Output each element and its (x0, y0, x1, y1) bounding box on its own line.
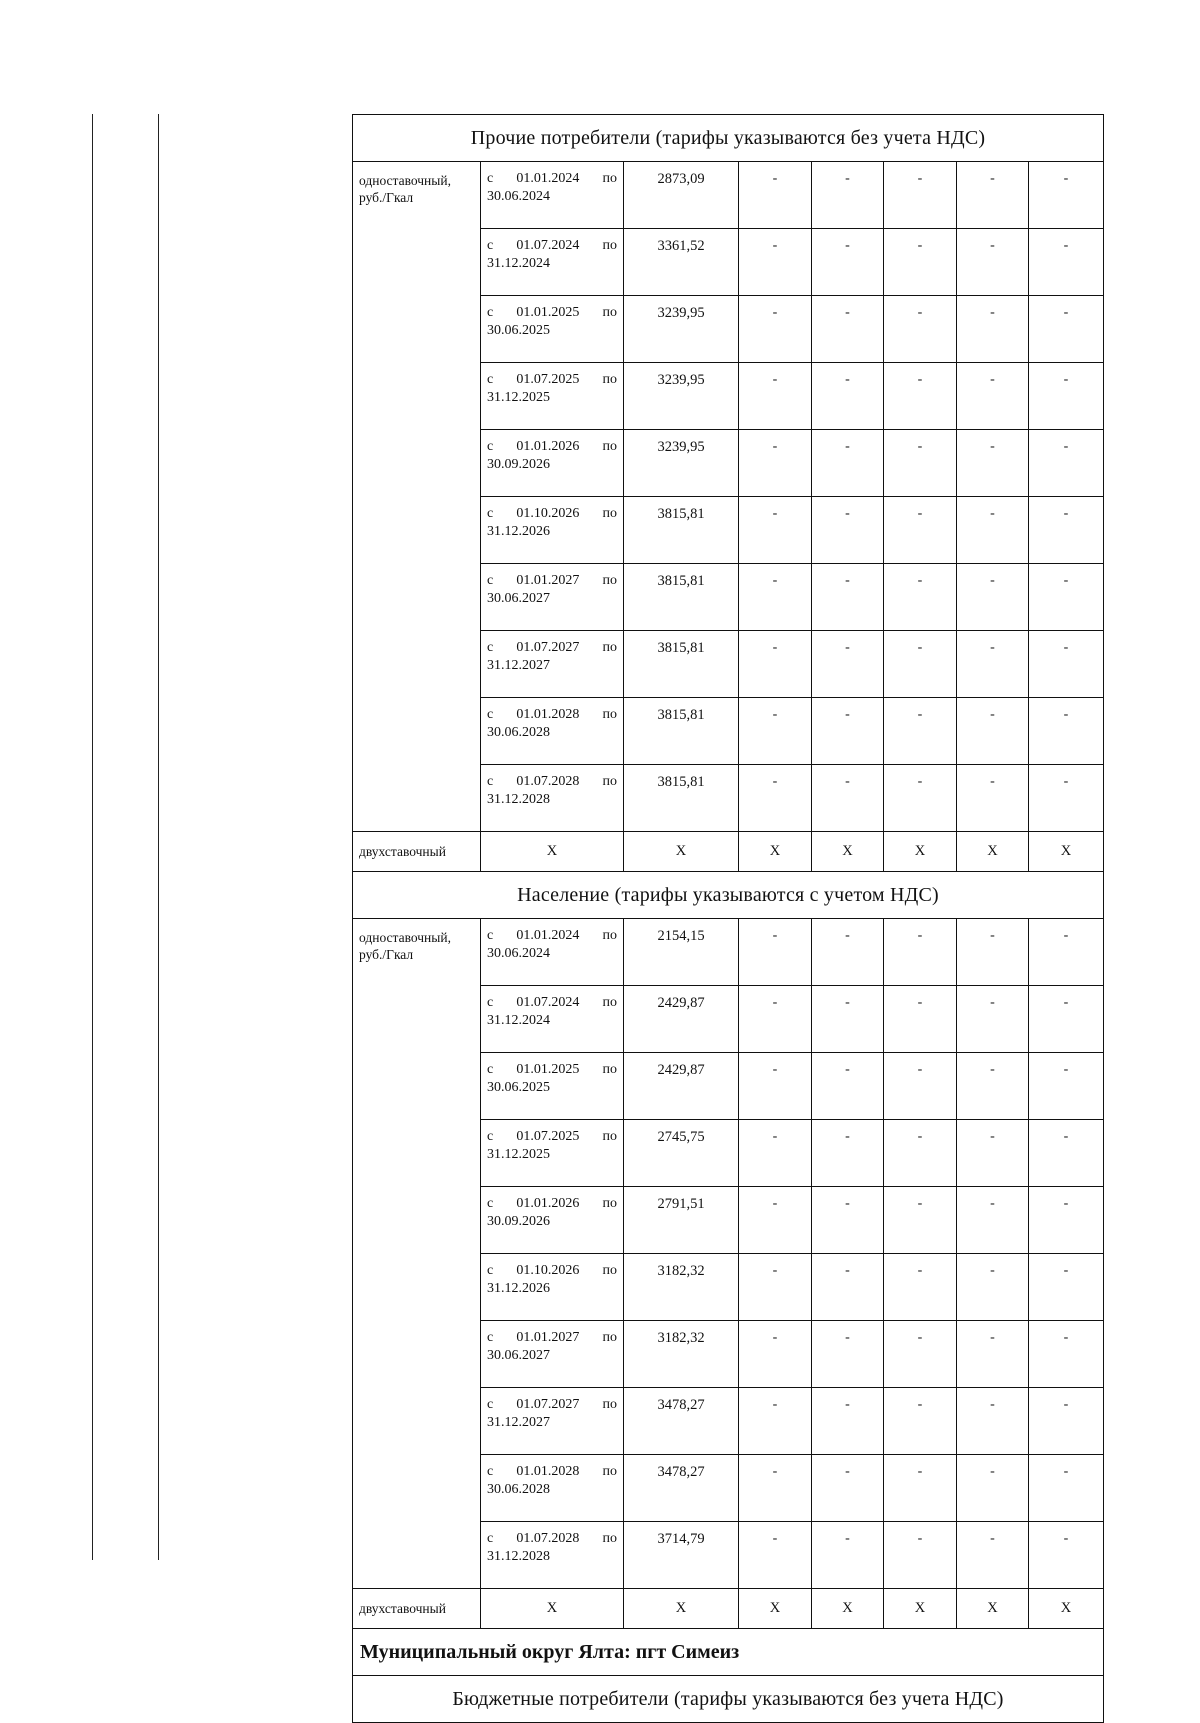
from-date: 01.01.2026 (516, 1196, 580, 1211)
period-start (487, 639, 617, 657)
empty-value: - (812, 162, 884, 229)
empty-value: - (884, 1187, 957, 1254)
tariff-value: 3239,95 (624, 363, 739, 430)
empty-value: - (1029, 497, 1104, 564)
empty-value: - (957, 497, 1029, 564)
empty-value: - (812, 363, 884, 430)
to-word: по (602, 238, 617, 253)
empty-value: - (739, 564, 812, 631)
empty-value: - (1029, 1388, 1104, 1455)
empty-value: - (739, 497, 812, 564)
empty-value: - (812, 986, 884, 1053)
period-start (487, 1530, 617, 1548)
empty-value: - (884, 765, 957, 832)
tariff-row (353, 919, 1104, 986)
from-word: с (487, 305, 494, 320)
from-date: 01.01.2027 (516, 573, 580, 588)
empty-value: - (739, 919, 812, 986)
tariff-value: 3478,27 (624, 1455, 739, 1522)
to-word: по (602, 1464, 617, 1479)
to-word: по (602, 1330, 617, 1345)
empty-value: - (1029, 765, 1104, 832)
period-cell (481, 430, 624, 497)
period-start (487, 1396, 617, 1414)
from-word: с (487, 506, 494, 521)
to-date: 30.06.2024 (487, 946, 550, 961)
period-cell (481, 698, 624, 765)
tariff-value: 2429,87 (624, 986, 739, 1053)
to-date: 31.12.2026 (487, 1281, 550, 1296)
period-cell (481, 631, 624, 698)
tariff-value: 2873,09 (624, 162, 739, 229)
from-word: с (487, 928, 494, 943)
to-word: по (602, 1397, 617, 1412)
to-word: по (602, 640, 617, 655)
empty-value: - (1029, 162, 1104, 229)
from-word: с (487, 238, 494, 253)
from-word: с (487, 1397, 494, 1412)
tariff-value: 3239,95 (624, 296, 739, 363)
empty-value: - (884, 1388, 957, 1455)
empty-value: - (957, 1388, 1029, 1455)
empty-value: - (739, 1187, 812, 1254)
period-cell (481, 229, 624, 296)
municipality-title: Муниципальный округ Ялта: пгт Симеиз (353, 1629, 1104, 1676)
empty-value: - (739, 1053, 812, 1120)
empty-value: - (812, 1053, 884, 1120)
empty-value: - (957, 765, 1029, 832)
empty-value: - (812, 296, 884, 363)
empty-value: - (1029, 564, 1104, 631)
not-applicable-mark: X (1029, 1589, 1104, 1629)
empty-value: - (812, 564, 884, 631)
to-date: 30.06.2028 (487, 1482, 550, 1497)
empty-value: - (1029, 1455, 1104, 1522)
from-date: 01.10.2026 (516, 506, 580, 521)
period-cell (481, 1455, 624, 1522)
empty-value: - (812, 631, 884, 698)
empty-value: - (739, 986, 812, 1053)
not-applicable-mark: X (624, 832, 739, 872)
from-date: 01.01.2024 (516, 171, 580, 186)
period-start (487, 237, 617, 255)
period-start (487, 1128, 617, 1146)
not-applicable-mark: X (739, 832, 812, 872)
municipality-row (353, 1629, 1104, 1676)
period-cell (481, 1187, 624, 1254)
empty-value: - (739, 1455, 812, 1522)
period-cell (481, 1053, 624, 1120)
empty-value: - (884, 229, 957, 296)
period-start (487, 773, 617, 791)
period-start (487, 505, 617, 523)
from-word: с (487, 995, 494, 1010)
from-word: с (487, 1330, 494, 1345)
from-word: с (487, 640, 494, 655)
empty-value: - (739, 1254, 812, 1321)
from-date: 01.07.2025 (516, 372, 580, 387)
empty-value: - (957, 229, 1029, 296)
from-date: 01.01.2025 (516, 1062, 580, 1077)
period-start (487, 1195, 617, 1213)
to-word: по (602, 928, 617, 943)
empty-value: - (884, 631, 957, 698)
tariff-value: 3182,32 (624, 1321, 739, 1388)
tariff-value: 3361,52 (624, 229, 739, 296)
to-word: по (602, 506, 617, 521)
period-start (487, 1463, 617, 1481)
to-word: по (602, 1531, 617, 1546)
period-start (487, 572, 617, 590)
period-cell (481, 919, 624, 986)
empty-value: - (884, 1455, 957, 1522)
tariff-type-single: одноставочный, руб./Гкал (353, 919, 481, 1589)
to-word: по (602, 707, 617, 722)
period-cell (481, 1321, 624, 1388)
empty-value: - (957, 1187, 1029, 1254)
to-word: по (602, 573, 617, 588)
tariff-value: 3815,81 (624, 631, 739, 698)
empty-value: - (812, 765, 884, 832)
to-date: 30.06.2027 (487, 1348, 550, 1363)
empty-value: - (884, 1120, 957, 1187)
empty-value: - (812, 1522, 884, 1589)
to-word: по (602, 1062, 617, 1077)
empty-value: - (1029, 296, 1104, 363)
from-date: 01.01.2025 (516, 305, 580, 320)
empty-value: - (739, 229, 812, 296)
empty-value: - (884, 986, 957, 1053)
empty-value: - (884, 564, 957, 631)
to-date: 31.12.2024 (487, 1013, 550, 1028)
not-applicable-mark: X (957, 832, 1029, 872)
empty-value: - (957, 919, 1029, 986)
empty-value: - (812, 497, 884, 564)
empty-value: - (884, 430, 957, 497)
tariff-row (353, 162, 1104, 229)
period-start (487, 1262, 617, 1280)
period-cell (481, 564, 624, 631)
empty-value: - (739, 631, 812, 698)
to-date: 31.12.2028 (487, 792, 550, 807)
empty-value: - (812, 1120, 884, 1187)
to-word: по (602, 439, 617, 454)
empty-value: - (1029, 1321, 1104, 1388)
empty-value: - (884, 919, 957, 986)
tariff-value: 3815,81 (624, 564, 739, 631)
not-applicable-mark: X (739, 1589, 812, 1629)
section-header-row (353, 115, 1104, 162)
to-word: по (602, 305, 617, 320)
period-start (487, 1061, 617, 1079)
empty-value: - (812, 1254, 884, 1321)
not-applicable-mark: X (884, 832, 957, 872)
empty-value: - (957, 1053, 1029, 1120)
period-cell (481, 497, 624, 564)
to-word: по (602, 995, 617, 1010)
empty-value: - (884, 1254, 957, 1321)
empty-value: - (957, 296, 1029, 363)
period-cell (481, 1522, 624, 1589)
tariff-value: 3815,81 (624, 698, 739, 765)
budget-header-row (353, 1676, 1104, 1723)
to-date: 30.09.2026 (487, 457, 550, 472)
empty-value: - (884, 296, 957, 363)
from-word: с (487, 1263, 494, 1278)
from-word: с (487, 1464, 494, 1479)
empty-value: - (957, 698, 1029, 765)
from-date: 01.07.2028 (516, 1531, 580, 1546)
empty-value: - (812, 698, 884, 765)
from-date: 01.07.2024 (516, 995, 580, 1010)
from-word: с (487, 774, 494, 789)
to-date: 31.12.2025 (487, 390, 550, 405)
empty-value: - (1029, 919, 1104, 986)
tariff-value: 2791,51 (624, 1187, 739, 1254)
empty-value: - (1029, 1254, 1104, 1321)
to-date: 31.12.2027 (487, 658, 550, 673)
empty-value: - (739, 1321, 812, 1388)
empty-value: - (884, 1321, 957, 1388)
to-date: 30.06.2025 (487, 1080, 550, 1095)
empty-value: - (957, 1455, 1029, 1522)
period-cell (481, 296, 624, 363)
from-word: с (487, 707, 494, 722)
empty-value: - (957, 1254, 1029, 1321)
period-start (487, 304, 617, 322)
from-word: с (487, 573, 494, 588)
empty-value: - (1029, 631, 1104, 698)
empty-value: - (812, 1187, 884, 1254)
from-date: 01.07.2025 (516, 1129, 580, 1144)
empty-value: - (884, 497, 957, 564)
empty-value: - (1029, 1053, 1104, 1120)
period-start (487, 994, 617, 1012)
period-start (487, 706, 617, 724)
period-cell (481, 1388, 624, 1455)
not-applicable-mark: X (957, 1589, 1029, 1629)
tariff-value: 2745,75 (624, 1120, 739, 1187)
period-start (487, 438, 617, 456)
not-applicable-mark: X (884, 1589, 957, 1629)
empty-value: - (957, 162, 1029, 229)
tariff-value: 3714,79 (624, 1522, 739, 1589)
from-word: с (487, 1196, 494, 1211)
empty-value: - (957, 1522, 1029, 1589)
not-applicable-mark: X (624, 1589, 739, 1629)
budget-section-header: Бюджетные потребители (тарифы указываются без учета НДС) (353, 1676, 1104, 1723)
period-cell (481, 1254, 624, 1321)
empty-value: - (957, 1120, 1029, 1187)
to-date: 30.06.2028 (487, 725, 550, 740)
tariff-value: 3815,81 (624, 765, 739, 832)
empty-value: - (1029, 986, 1104, 1053)
to-date: 31.12.2024 (487, 256, 550, 271)
empty-value: - (739, 296, 812, 363)
empty-value: - (1029, 363, 1104, 430)
empty-value: - (957, 363, 1029, 430)
tariff-value: 2154,15 (624, 919, 739, 986)
period-cell (481, 162, 624, 229)
not-applicable-mark: X (812, 1589, 884, 1629)
to-date: 31.12.2026 (487, 524, 550, 539)
from-word: с (487, 372, 494, 387)
empty-value: - (1029, 1120, 1104, 1187)
empty-value: - (957, 631, 1029, 698)
empty-value: - (739, 1120, 812, 1187)
empty-value: - (1029, 229, 1104, 296)
to-date: 30.06.2025 (487, 323, 550, 338)
section-header-row (353, 872, 1104, 919)
to-date: 30.06.2024 (487, 189, 550, 204)
tariff-value: 3182,32 (624, 1254, 739, 1321)
to-word: по (602, 372, 617, 387)
empty-value: - (739, 430, 812, 497)
period-start (487, 927, 617, 945)
empty-value: - (1029, 1522, 1104, 1589)
tariff-type-two-rate: двухставочный (353, 1589, 481, 1629)
to-date: 31.12.2027 (487, 1415, 550, 1430)
period-start (487, 371, 617, 389)
tariff-value: 3478,27 (624, 1388, 739, 1455)
empty-value: - (884, 698, 957, 765)
to-date: 31.12.2025 (487, 1147, 550, 1162)
period-cell (481, 1120, 624, 1187)
two-rate-row (353, 1589, 1104, 1629)
empty-value: - (739, 698, 812, 765)
from-date: 01.07.2024 (516, 238, 580, 253)
section-header: Население (тарифы указываются с учетом НДС) (353, 872, 1104, 919)
empty-value: - (739, 765, 812, 832)
empty-value: - (812, 229, 884, 296)
to-word: по (602, 1196, 617, 1211)
empty-value: - (884, 1522, 957, 1589)
from-word: с (487, 171, 494, 186)
empty-value: - (812, 919, 884, 986)
empty-value: - (739, 1522, 812, 1589)
to-word: по (602, 171, 617, 186)
left-margin-line-1 (92, 114, 93, 1560)
not-applicable-mark: X (1029, 832, 1104, 872)
empty-value: - (957, 1321, 1029, 1388)
period-start (487, 1329, 617, 1347)
to-word: по (602, 1263, 617, 1278)
from-date: 01.07.2027 (516, 1397, 580, 1412)
to-date: 31.12.2028 (487, 1549, 550, 1564)
tariff-value: 2429,87 (624, 1053, 739, 1120)
not-applicable-mark: X (812, 832, 884, 872)
empty-value: - (884, 363, 957, 430)
empty-value: - (884, 162, 957, 229)
empty-value: - (812, 1321, 884, 1388)
empty-value: - (1029, 1187, 1104, 1254)
to-date: 30.09.2026 (487, 1214, 550, 1229)
empty-value: - (812, 430, 884, 497)
from-date: 01.01.2028 (516, 707, 580, 722)
from-word: с (487, 439, 494, 454)
tariff-table (352, 114, 1104, 1723)
to-word: по (602, 774, 617, 789)
empty-value: - (957, 986, 1029, 1053)
not-applicable-mark: X (481, 832, 624, 872)
empty-value: - (957, 430, 1029, 497)
from-date: 01.10.2026 (516, 1263, 580, 1278)
from-date: 01.01.2024 (516, 928, 580, 943)
from-word: с (487, 1129, 494, 1144)
empty-value: - (739, 1388, 812, 1455)
empty-value: - (1029, 698, 1104, 765)
from-word: с (487, 1531, 494, 1546)
to-word: по (602, 1129, 617, 1144)
empty-value: - (884, 1053, 957, 1120)
empty-value: - (812, 1455, 884, 1522)
tariff-type-single: одноставочный, руб./Гкал (353, 162, 481, 832)
tariff-value: 3239,95 (624, 430, 739, 497)
from-date: 01.01.2027 (516, 1330, 580, 1345)
empty-value: - (812, 1388, 884, 1455)
from-date: 01.07.2027 (516, 640, 580, 655)
empty-value: - (739, 162, 812, 229)
left-margin-line-2 (158, 114, 159, 1560)
from-date: 01.01.2026 (516, 439, 580, 454)
empty-value: - (957, 564, 1029, 631)
from-date: 01.01.2028 (516, 1464, 580, 1479)
period-cell (481, 765, 624, 832)
to-date: 30.06.2027 (487, 591, 550, 606)
period-start (487, 170, 617, 188)
empty-value: - (1029, 430, 1104, 497)
from-date: 01.07.2028 (516, 774, 580, 789)
empty-value: - (739, 363, 812, 430)
section-header: Прочие потребители (тарифы указываются без учета НДС) (353, 115, 1104, 162)
two-rate-row (353, 832, 1104, 872)
period-cell (481, 363, 624, 430)
tariff-type-two-rate: двухставочный (353, 832, 481, 872)
tariff-value: 3815,81 (624, 497, 739, 564)
not-applicable-mark: X (481, 1589, 624, 1629)
from-word: с (487, 1062, 494, 1077)
period-cell (481, 986, 624, 1053)
